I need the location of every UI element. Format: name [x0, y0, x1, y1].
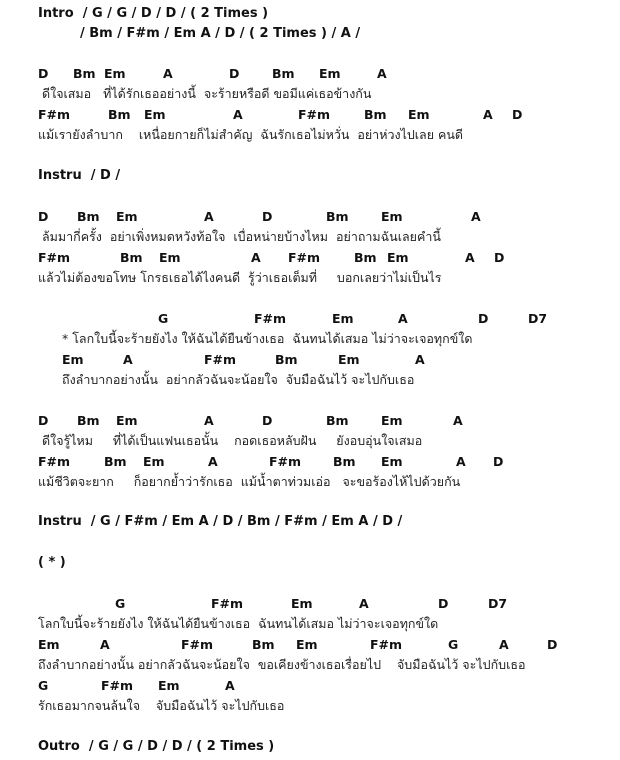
chord: D7 [488, 596, 508, 611]
chord: Em [116, 413, 138, 428]
chord: Em [338, 352, 360, 367]
chord: Em [381, 413, 403, 428]
chord: D [229, 66, 240, 81]
chord: A [251, 250, 261, 265]
chord: A [398, 311, 408, 326]
chord: D [38, 66, 49, 81]
chord: A [377, 66, 387, 81]
chord: F#m [370, 637, 403, 652]
chord: Em [387, 250, 409, 265]
chord: Bm [326, 413, 349, 428]
lyric-line: โลกใบนี้จะร้ายยังไง ให้ฉันได้ยืนข้างเธอ ฉันทนได้เสมอ ไม่ว่าจะเจอทุกข์ใด [38, 616, 439, 631]
chord: D7 [528, 311, 548, 326]
chord: Bm [364, 107, 387, 122]
chord: A [100, 637, 110, 652]
chord: Em [381, 454, 403, 469]
chord: F#m [211, 596, 244, 611]
chord: Bm [77, 209, 100, 224]
chord: A [233, 107, 243, 122]
chord: Bm [120, 250, 143, 265]
section-header: Intro / G / G / D / D / ( 2 Times ) [38, 6, 269, 21]
chord: Em [143, 454, 165, 469]
chord: F#m [254, 311, 287, 326]
lyric-line: แม้เรายังลำบาก เหนื่อยกายก็ไม่สำคัญ ฉันรักเธอไม่หวั่น อย่าห่วงไปเลย คนดี [38, 127, 464, 142]
lyric-line: * โลกใบนี้จะร้ายยังไง ให้ฉันได้ยืนข้างเธอ ฉันทนได้เสมอ ไม่ว่าจะเจอทุกข์ใด [62, 331, 473, 346]
chord: A [471, 209, 481, 224]
chord: D [547, 637, 558, 652]
chord: A [359, 596, 369, 611]
lyric-line: รักเธอมากจนล้นใจ จับมือฉันไว้ จะไปกับเธอ [38, 698, 285, 713]
chord: G [115, 596, 126, 611]
chord: Em [38, 637, 60, 652]
lyric-line: ถึงลำบากอย่างนั้น อย่ากลัวฉันจะน้อยใจ ขอเคียงข้างเธอเรื่อยไป จับมือฉันไว้ จะไปกับเธอ [38, 657, 526, 672]
chord: F#m [204, 352, 237, 367]
section-header: Outro / G / G / D / D / ( 2 Times ) [38, 739, 275, 754]
chord: A [456, 454, 466, 469]
lyric-line: ล้มมากี่ครั้ง อย่าเพิ่งหมดหวังท้อใจ เบื่อหน่ายบ้างไหม อย่าถามฉันเลยคำนี้ [38, 229, 441, 244]
chord: A [204, 413, 214, 428]
chord: Bm [252, 637, 275, 652]
chord: D [262, 413, 273, 428]
chord: Bm [104, 454, 127, 469]
chord: Em [291, 596, 313, 611]
chord: D [38, 413, 49, 428]
chord: A [465, 250, 475, 265]
chord: D [262, 209, 273, 224]
section-header: Instru / D / [38, 168, 121, 183]
chord: Em [62, 352, 84, 367]
chord: A [225, 678, 235, 693]
chord: A [204, 209, 214, 224]
chord: D [438, 596, 449, 611]
chord: Bm [272, 66, 295, 81]
lyric-line: ดีใจรู้ไหม ที่ได้เป็นแฟนเธอนั้น กอดเธอหลับฝัน ยังอบอุ่นใจเสมอ [38, 433, 423, 448]
chord: Em [104, 66, 126, 81]
chord: Bm [77, 413, 100, 428]
chord: Em [296, 637, 318, 652]
chord: A [453, 413, 463, 428]
chord: A [415, 352, 425, 367]
chord: F#m [38, 454, 71, 469]
lyric-line: แล้วไม่ต้องขอโทษ โกรธเธอได้ไงคนดี รู้ว่าเธอเต็มที่ บอกเลยว่าไม่เป็นไร [38, 270, 442, 285]
chord: Em [159, 250, 181, 265]
chord: Em [408, 107, 430, 122]
chord: A [499, 637, 509, 652]
chord: Em [116, 209, 138, 224]
chord: F#m [298, 107, 331, 122]
lyric-line: แม้ชีวิตจะยาก ก็อยากย้ำว่ารักเธอ แม้น้ำตาท่วมเอ่อ จะขอร้องไห้ไปด้วยกัน [38, 474, 461, 489]
chord: D [478, 311, 489, 326]
chord: Em [332, 311, 354, 326]
chord: Bm [108, 107, 131, 122]
section-header: ( * ) [38, 555, 66, 570]
chord: Bm [275, 352, 298, 367]
chord: A [163, 66, 173, 81]
lyric-line: ถึงลำบากอย่างนั้น อย่ากลัวฉันจะน้อยใจ จับมือฉันไว้ จะไปกับเธอ [62, 372, 415, 387]
chord: Bm [326, 209, 349, 224]
chord: G [38, 678, 49, 693]
section-header: / Bm / F#m / Em A / D / ( 2 Times ) / A / [80, 26, 361, 41]
chord: Bm [73, 66, 96, 81]
chord: A [208, 454, 218, 469]
chord: F#m [101, 678, 134, 693]
chord: Em [144, 107, 166, 122]
chord: Bm [333, 454, 356, 469]
chord: F#m [38, 250, 71, 265]
chord: Bm [354, 250, 377, 265]
chord: F#m [288, 250, 321, 265]
chord: D [493, 454, 504, 469]
chord: G [448, 637, 459, 652]
chord: F#m [181, 637, 214, 652]
chord: A [123, 352, 133, 367]
chord: A [483, 107, 493, 122]
chord: D [512, 107, 523, 122]
chord: Em [319, 66, 341, 81]
chord: F#m [269, 454, 302, 469]
chord: G [158, 311, 169, 326]
lyric-line: ดีใจเสมอ ที่ได้รักเธออย่างนี้ จะร้ายหรือดี ขอมีแค่เธอข้างกัน [38, 86, 372, 101]
chord: Em [158, 678, 180, 693]
chord: F#m [38, 107, 71, 122]
chord: D [38, 209, 49, 224]
section-header: Instru / G / F#m / Em A / D / Bm / F#m / Em A / D / [38, 514, 403, 529]
chord: Em [381, 209, 403, 224]
chord: D [494, 250, 505, 265]
